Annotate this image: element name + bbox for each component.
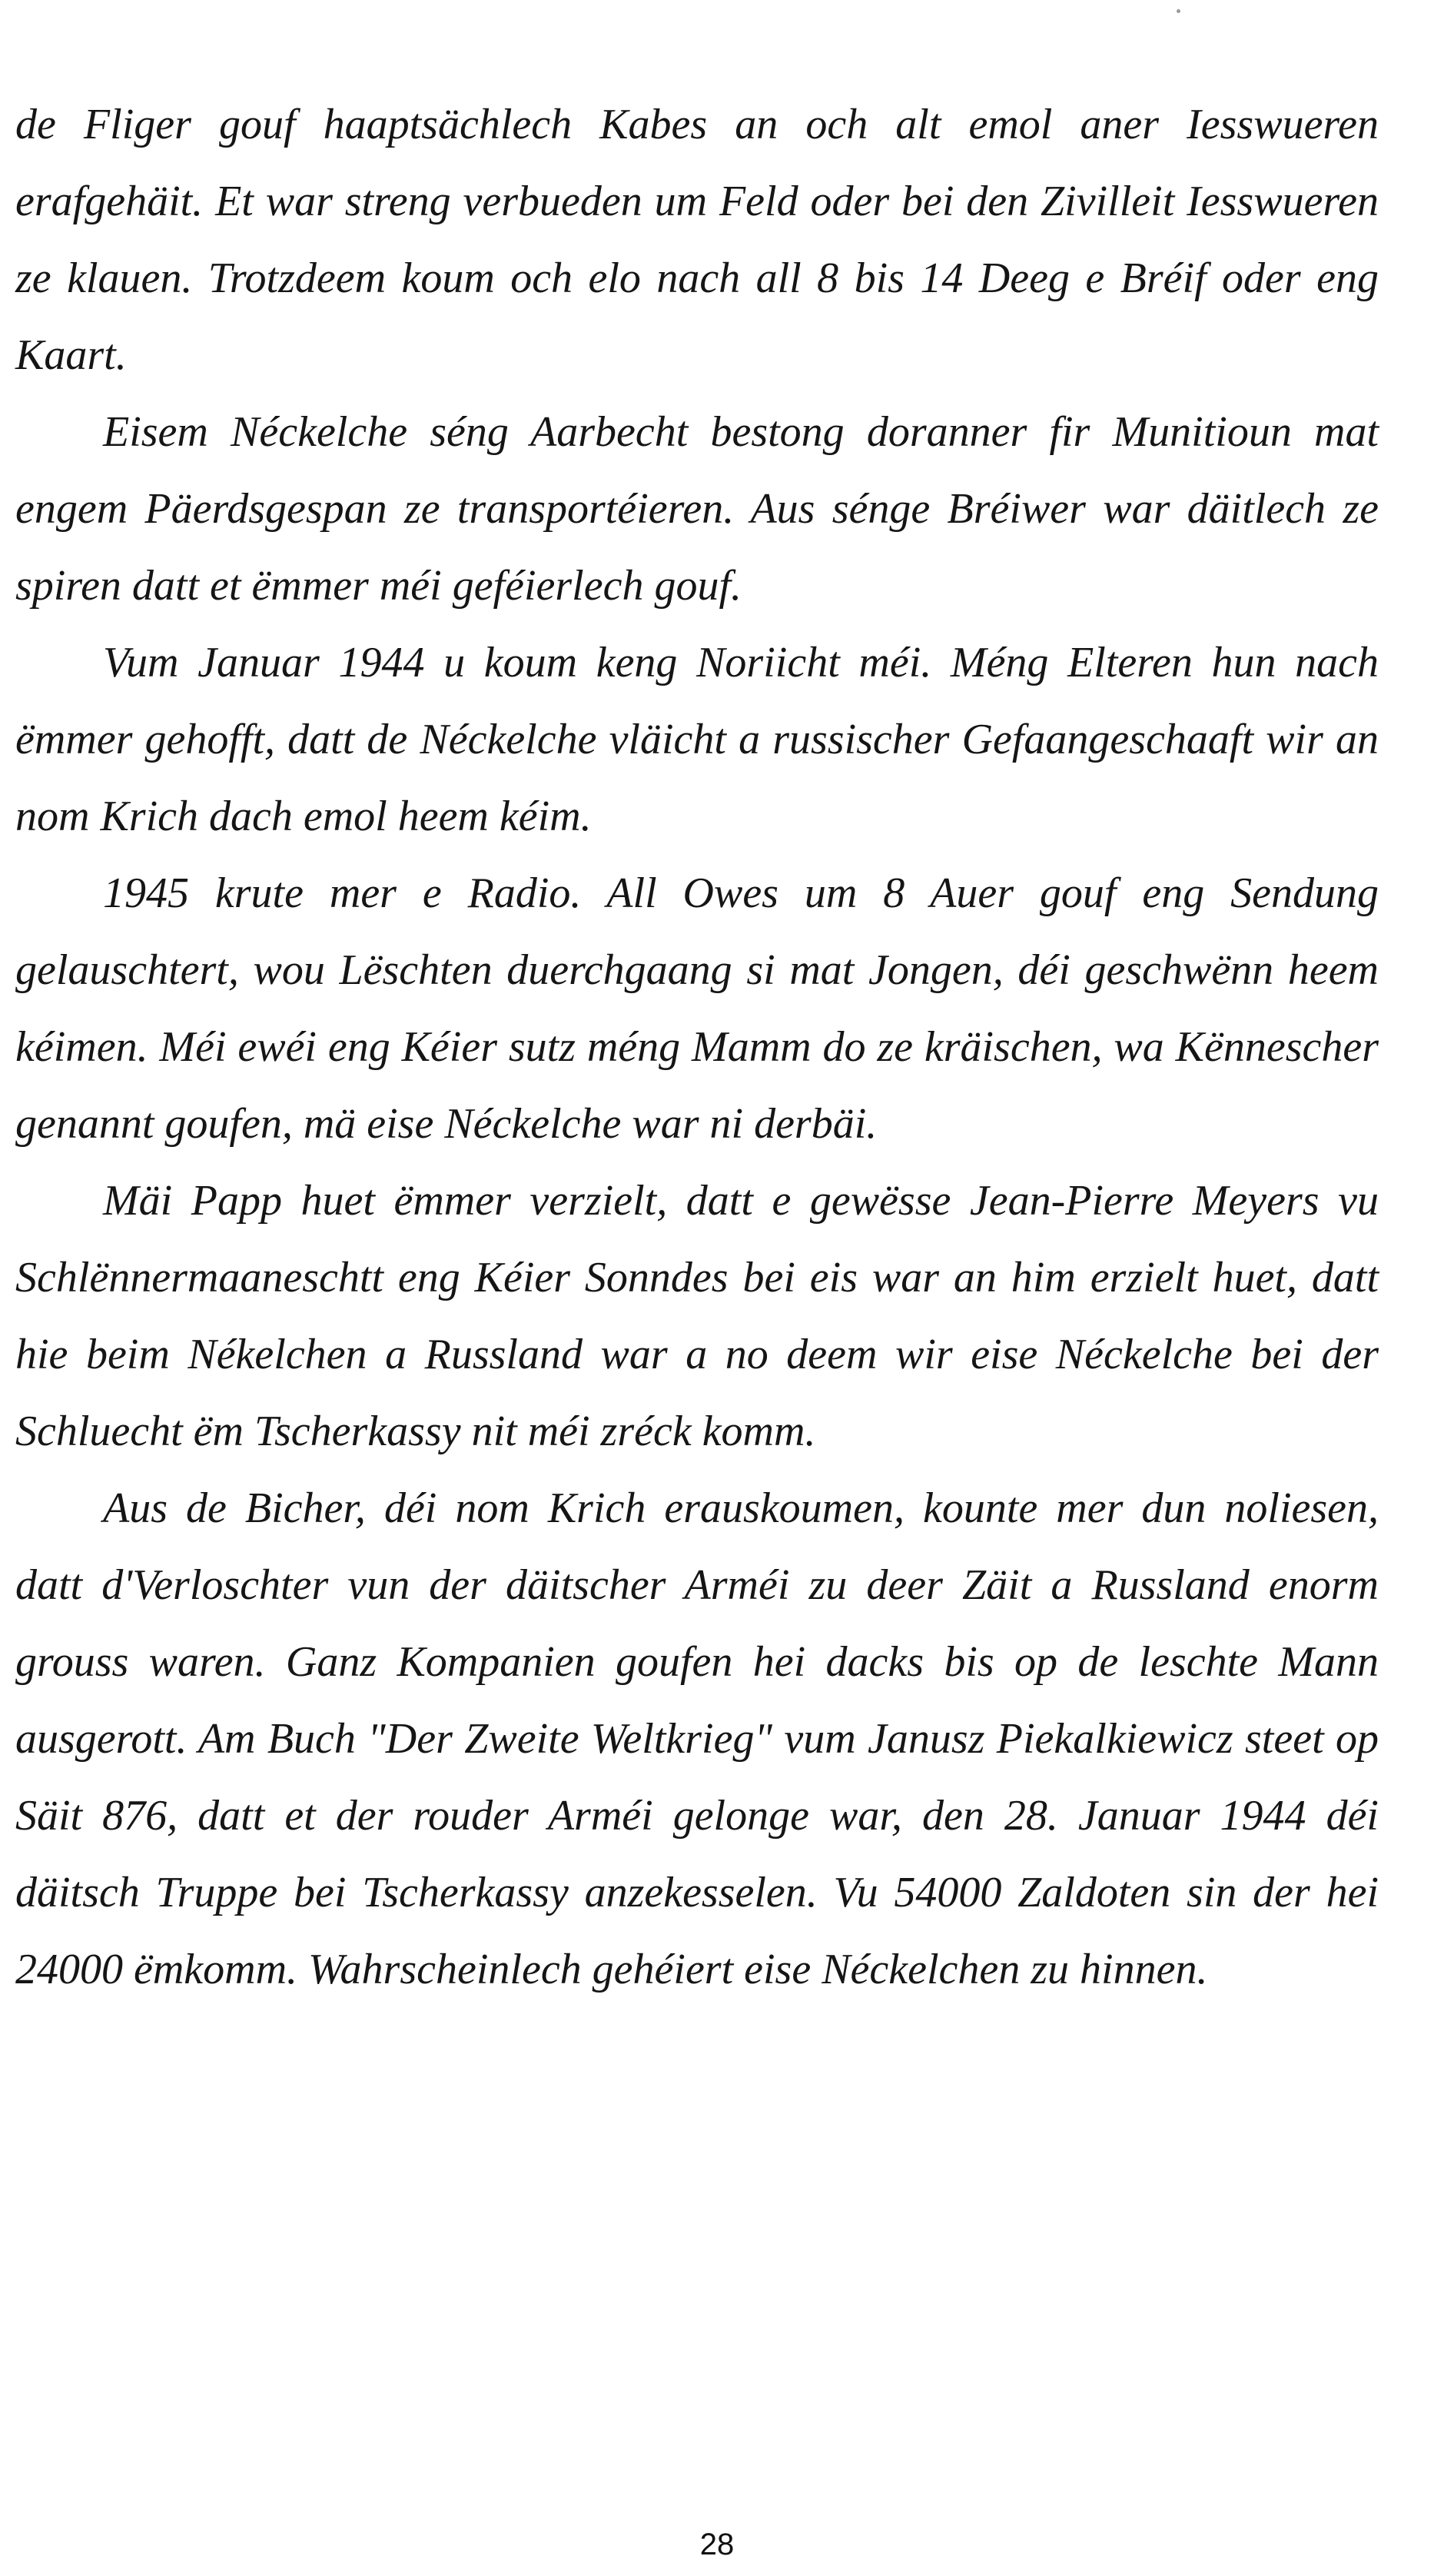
- paragraph-6: Aus de Bicher, déi nom Krich erauskoumen, kounte mer dun noliesen, datt d'Verloschter vun der däitscher Arméi zu deer Zäit a Russland enorm grouss waren. Ganz Kompanien goufen hei dacks bis op de leschte Mann ausgerott. Am Buch "Der Zweite Weltkrieg" vum Janusz Piekalkiewicz steet op Säit 876, datt et der rouder Arméi gelonge war, den 28. Januar 1944 déi däitsch Truppe bei Tscherkassy anzekesselen. Vu 54000 Zaldoten sin der hei 24000 ëmkomm. Wahrscheinlech gehéiert eise Néckelchen zu hinnen.: [15, 1484, 1379, 1993]
- page-number: 28: [699, 2528, 735, 2561]
- paragraph-2: Eisem Néckelche séng Aarbecht bestong doranner fir Munitioun mat engem Päerdsgespan ze transportéieren. Aus sénge Bréiwer war däitlech ze spiren datt et ëmmer méi geféierlech gouf.: [15, 408, 1379, 610]
- paragraph-5: Mäi Papp huet ëmmer verzielt, datt e gewësse Jean-Pierre Meyers vu Schlënnermaaneschtt eng Kéier Sonndes bei eis war an him erzielt huet, datt hie beim Nékelchen a Russland war a no deem wir eise Néckelche bei der Schluecht ëm Tscherkassy nit méi zréck komm.: [15, 1177, 1379, 1455]
- scan-speck: [1177, 9, 1180, 13]
- paragraph-4: 1945 krute mer e Radio. All Owes um 8 Auer gouf eng Sendung gelauschtert, wou Lëschten duerchgaang si mat Jongen, déi geschwënn heem kéimen. Méi ewéi eng Kéier sutz méng Mamm do ze kräischen, wa Kënnescher genannt goufen, mä eise Néckelche war ni derbäi.: [15, 869, 1379, 1148]
- paragraph-3: Vum Januar 1944 u koum keng Noriicht méi. Méng Elteren hun nach ëmmer gehofft, datt de Néckelche vläicht a russischer Gefaangeschaaft wir an nom Krich dach emol heem kéim.: [15, 639, 1379, 840]
- paragraph-1: de Fliger gouf haaptsächlech Kabes an och alt emol aner Iesswueren erafgehäit. Et war streng verbueden um Feld oder bei den Zivilleit Iesswueren ze klauen. Trotzdeem koum och elo nach all 8 bis 14 Deeg e Bréif oder eng Kaart.: [15, 101, 1379, 379]
- body-text: [15, 86, 1379, 2008]
